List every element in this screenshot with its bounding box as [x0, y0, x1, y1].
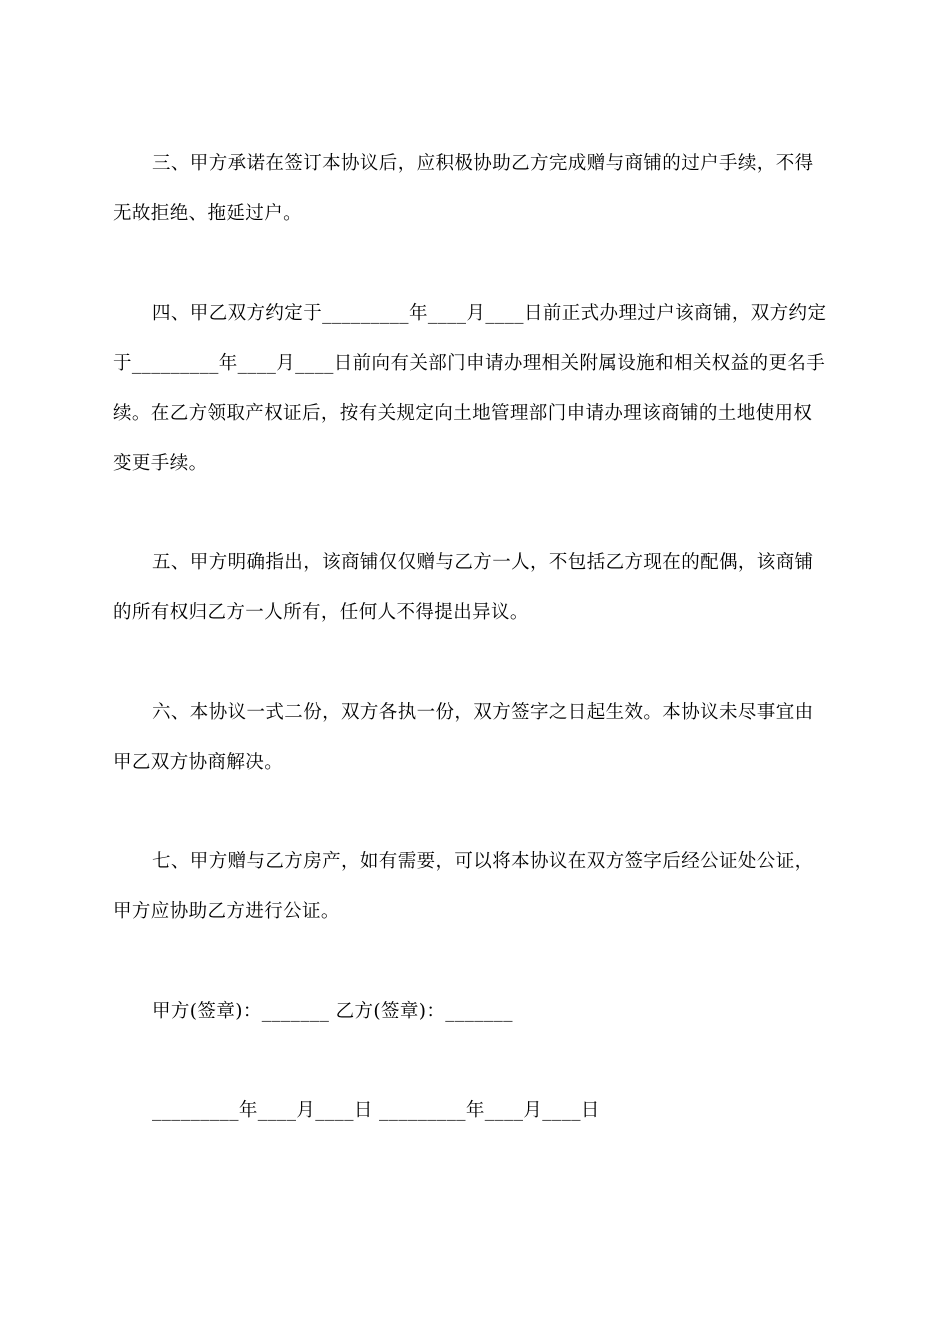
clause-4-line-3: 续。在乙方领取产权证后，按有关规定向土地管理部门申请办理该商铺的土地使用权	[113, 403, 813, 424]
clause-7-line-2: 甲方应协助乙方进行公证。	[113, 901, 340, 922]
clause-7-line-1: 七、甲方赠与乙方房产，如有需要，可以将本协议在双方签字后经公证处公证，	[152, 851, 814, 872]
clause-5-line-2: 的所有权归乙方一人所有，任何人不得提出异议。	[113, 602, 529, 623]
signature-line: 甲方(签章)：_______ 乙方(签章)：_______	[152, 1001, 513, 1022]
clause-4-line-4: 变更手续。	[113, 453, 208, 474]
date-line: _________年____月____日 _________年____月____日	[152, 1100, 600, 1121]
clause-3-line-2: 无故拒绝、拖延过户。	[113, 203, 303, 224]
clause-3-line-1: 三、甲方承诺在签订本协议后，应积极协助乙方完成赠与商铺的过户手续，不得	[152, 153, 814, 174]
clause-4-line-2: 于_________年____月____日前向有关部门申请办理相关附属设施和相关权益的更名手	[113, 353, 826, 374]
clause-4-line-1: 四、甲乙双方约定于_________年____月____日前正式办理过户该商铺，双方约定	[152, 303, 827, 324]
clause-6-line-1: 六、本协议一式二份，双方各执一份，双方签字之日起生效。本协议未尽事宜由	[152, 702, 814, 723]
clause-6-line-2: 甲乙双方协商解决。	[113, 752, 284, 773]
clause-5-line-1: 五、甲方明确指出，该商铺仅仅赠与乙方一人，不包括乙方现在的配偶，该商铺	[152, 552, 814, 573]
